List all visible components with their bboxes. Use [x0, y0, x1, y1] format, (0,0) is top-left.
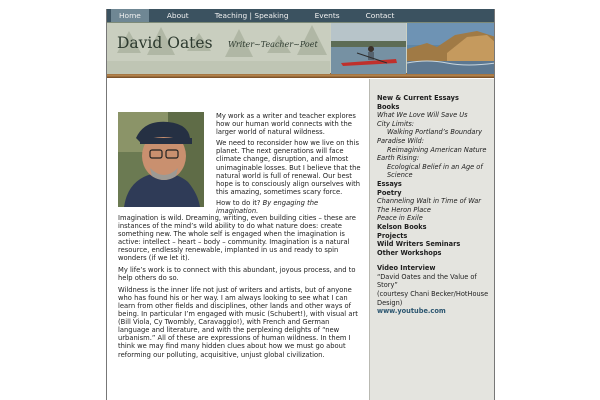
- book-link[interactable]: Paradise Wild:: [377, 136, 424, 145]
- sidebar-books-link[interactable]: Books: [377, 102, 400, 111]
- sidebar-essays-section[interactable]: Essays: [377, 179, 402, 188]
- coast-photo: [407, 23, 495, 74]
- site-subtitle: Writer~Teacher~Poet: [228, 40, 318, 49]
- book-link[interactable]: Earth Rising:: [377, 154, 420, 163]
- body-paragraph: My life’s work is to connect with this abundant, joyous process, and to help others do so.: [118, 266, 356, 283]
- nav-teaching-speaking[interactable]: Teaching | Speaking: [214, 11, 289, 20]
- top-nav: [107, 9, 494, 22]
- sidebar-essays-link[interactable]: New & Current Essays: [377, 94, 459, 102]
- kayak-photo: [331, 23, 406, 74]
- poem-link[interactable]: Channeling Walt in Time of War: [377, 197, 481, 206]
- how-prefix: How to do it?: [216, 198, 263, 207]
- sidebar-projects-link[interactable]: Projects: [377, 231, 408, 240]
- body-text: [118, 214, 362, 362]
- site-container: [106, 9, 495, 400]
- book-subtitle[interactable]: Ecological Belief in an Age of Science: [387, 162, 483, 180]
- video-credit: (courtesy Chani Becker/HotHouse Design): [377, 290, 489, 307]
- nav-about[interactable]: About: [166, 11, 189, 20]
- book-subtitle[interactable]: Walking Portland’s Boundary: [387, 128, 483, 137]
- site-title[interactable]: David Oates: [117, 34, 213, 52]
- how-emphasis: By engaging the imagination.: [216, 198, 319, 216]
- main-content: [107, 79, 369, 400]
- author-portrait: [118, 112, 204, 207]
- sidebar: [369, 79, 495, 400]
- body-paragraph: Wildness is the inner life not just of writers and artists, but of anyone who has found his or her way. I am always looking to see what I can learn from other fields and disciplines, other lands and other ways of being. In particular I’m engaged with music (Schubert!), with visual art (Bill Viola, Cy Twombly, Caravaggio!), with French and German language and literature, and with the perplexing delights of “new urbanism.” All of these are expressions of human wildness. In them I think we may find many hidden clues about how we must go about reforming our polluting, acquisitive, unjust global civilization.: [118, 285, 358, 359]
- book-link[interactable]: City Limits:: [377, 119, 415, 128]
- body-paragraph: Imagination is wild. Dreaming, writing, even building cities – these are instances of the mind’s wild ability to do what nature does: create something new. The whole self is engaged when the imagination is active: intellect – heart – body – community. Imagination is a natural resource, endlessly renewable, implanted in us and ready to spin wonders (if we let it).: [118, 214, 356, 263]
- video-interview-heading: Video Interview: [377, 264, 436, 273]
- book-subtitle[interactable]: Reimagining American Nature: [387, 145, 487, 154]
- nav-contact[interactable]: Contact: [365, 11, 395, 20]
- youtube-link[interactable]: www.youtube.com: [377, 307, 446, 316]
- video-title: “David Oates and the Value of Story”: [377, 272, 477, 290]
- book-link[interactable]: What We Love Will Save Us: [377, 111, 468, 120]
- intro-text: [216, 112, 361, 218]
- sidebar-seminars-link[interactable]: Wild Writers Seminars: [377, 240, 461, 249]
- nav-home[interactable]: Home: [111, 9, 149, 22]
- sidebar-workshops-link[interactable]: Other Workshops: [377, 248, 442, 257]
- sidebar-kelson-books-link[interactable]: Kelson Books: [377, 222, 427, 231]
- site-header: [107, 22, 494, 73]
- how-paragraph: [216, 199, 361, 215]
- poem-link[interactable]: Peace in Exile: [377, 214, 423, 223]
- poem-link[interactable]: The Heron Place: [377, 205, 431, 214]
- intro-paragraph: My work as a writer and teacher explores how our human world connects with the larger world of natural wildness.: [216, 112, 356, 137]
- sidebar-poetry-link[interactable]: Poetry: [377, 188, 402, 197]
- intro-paragraph: We need to reconsider how we live on this planet. The next generations will face climate change, disruption, and almost unimaginable losses. But I believe that the natural world is full of renewal. Our best hope is to consciously align ourselves with this amazing, sometimes scary force.: [216, 139, 361, 196]
- nav-events[interactable]: Events: [314, 11, 340, 20]
